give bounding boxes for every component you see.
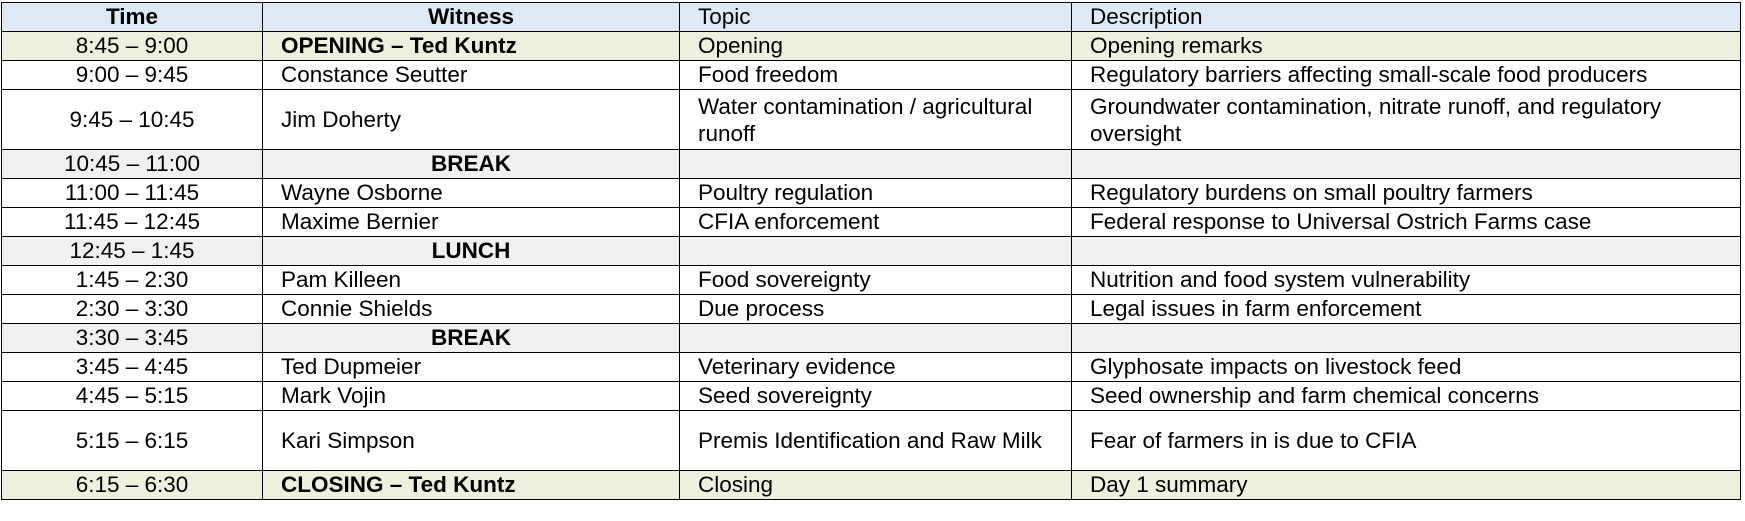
table-row-break xyxy=(2,324,1741,353)
time-cell: 2:30 – 3:30 xyxy=(2,295,263,324)
topic-cell xyxy=(680,324,1072,353)
topic-cell: Poultry regulation xyxy=(680,179,1072,208)
witness-cell: Connie Shields xyxy=(263,295,680,324)
description-cell: Nutrition and food system vulnerability xyxy=(1072,266,1741,295)
time-cell: 3:30 – 3:45 xyxy=(2,324,263,353)
topic-cell: Water contamination / agricultural runoff xyxy=(680,90,1072,150)
topic-cell: Food sovereignty xyxy=(680,266,1072,295)
description-cell: Fear of farmers in is due to CFIA xyxy=(1072,411,1741,471)
time-cell: 4:45 – 5:15 xyxy=(2,382,263,411)
topic-cell: Veterinary evidence xyxy=(680,353,1072,382)
description-cell: Regulatory burdens on small poultry farmers xyxy=(1072,179,1741,208)
header-time: Time xyxy=(2,3,263,32)
description-cell: Groundwater contamination, nitrate runoff, and regulatory oversight xyxy=(1072,90,1741,150)
time-cell: 5:15 – 6:15 xyxy=(2,411,263,471)
time-cell: 6:15 – 6:30 xyxy=(2,471,263,500)
witness-cell: Kari Simpson xyxy=(263,411,680,471)
witness-cell: Mark Vojin xyxy=(263,382,680,411)
witness-cell: Jim Doherty xyxy=(263,90,680,150)
witness-cell: OPENING – Ted Kuntz xyxy=(263,32,680,61)
description-cell: Glyphosate impacts on livestock feed xyxy=(1072,353,1741,382)
header-topic: Topic xyxy=(680,3,1072,32)
topic-cell: Closing xyxy=(680,471,1072,500)
description-cell: Seed ownership and farm chemical concerns xyxy=(1072,382,1741,411)
table-row xyxy=(2,90,1741,150)
description-cell: Opening remarks xyxy=(1072,32,1741,61)
header-witness: Witness xyxy=(263,3,680,32)
description-cell: Federal response to Universal Ostrich Farms case xyxy=(1072,208,1741,237)
table-row xyxy=(2,61,1741,90)
topic-cell: Opening xyxy=(680,32,1072,61)
time-cell: 9:00 – 9:45 xyxy=(2,61,263,90)
topic-cell xyxy=(680,150,1072,179)
time-cell: 10:45 – 11:00 xyxy=(2,150,263,179)
time-cell: 11:00 – 11:45 xyxy=(2,179,263,208)
description-cell xyxy=(1072,324,1741,353)
header-description: Description xyxy=(1072,3,1741,32)
topic-cell: Due process xyxy=(680,295,1072,324)
topic-cell: CFIA enforcement xyxy=(680,208,1072,237)
header-row xyxy=(2,3,1741,32)
time-cell: 12:45 – 1:45 xyxy=(2,237,263,266)
table-row-lunch xyxy=(2,237,1741,266)
table-row xyxy=(2,208,1741,237)
description-cell: Regulatory barriers affecting small-scale food producers xyxy=(1072,61,1741,90)
schedule-table xyxy=(1,2,1741,500)
description-cell: Day 1 summary xyxy=(1072,471,1741,500)
table-row xyxy=(2,411,1741,471)
table-row xyxy=(2,266,1741,295)
time-cell: 11:45 – 12:45 xyxy=(2,208,263,237)
table-row xyxy=(2,353,1741,382)
time-cell: 3:45 – 4:45 xyxy=(2,353,263,382)
description-cell xyxy=(1072,150,1741,179)
table-row-break xyxy=(2,150,1741,179)
break-label: BREAK xyxy=(263,150,680,179)
topic-cell xyxy=(680,237,1072,266)
lunch-label: LUNCH xyxy=(263,237,680,266)
topic-cell: Seed sovereignty xyxy=(680,382,1072,411)
break-label: BREAK xyxy=(263,324,680,353)
topic-cell: Food freedom xyxy=(680,61,1072,90)
topic-cell: Premis Identification and Raw Milk xyxy=(680,411,1072,471)
witness-cell: CLOSING – Ted Kuntz xyxy=(263,471,680,500)
witness-cell: Maxime Bernier xyxy=(263,208,680,237)
table-row-closing xyxy=(2,471,1741,500)
time-cell: 8:45 – 9:00 xyxy=(2,32,263,61)
table-row xyxy=(2,295,1741,324)
witness-cell: Ted Dupmeier xyxy=(263,353,680,382)
description-cell xyxy=(1072,237,1741,266)
table-row xyxy=(2,179,1741,208)
description-cell: Legal issues in farm enforcement xyxy=(1072,295,1741,324)
time-cell: 9:45 – 10:45 xyxy=(2,90,263,150)
table-row xyxy=(2,382,1741,411)
table-row-opening xyxy=(2,32,1741,61)
witness-cell: Constance Seutter xyxy=(263,61,680,90)
witness-cell: Wayne Osborne xyxy=(263,179,680,208)
time-cell: 1:45 – 2:30 xyxy=(2,266,263,295)
witness-cell: Pam Killeen xyxy=(263,266,680,295)
